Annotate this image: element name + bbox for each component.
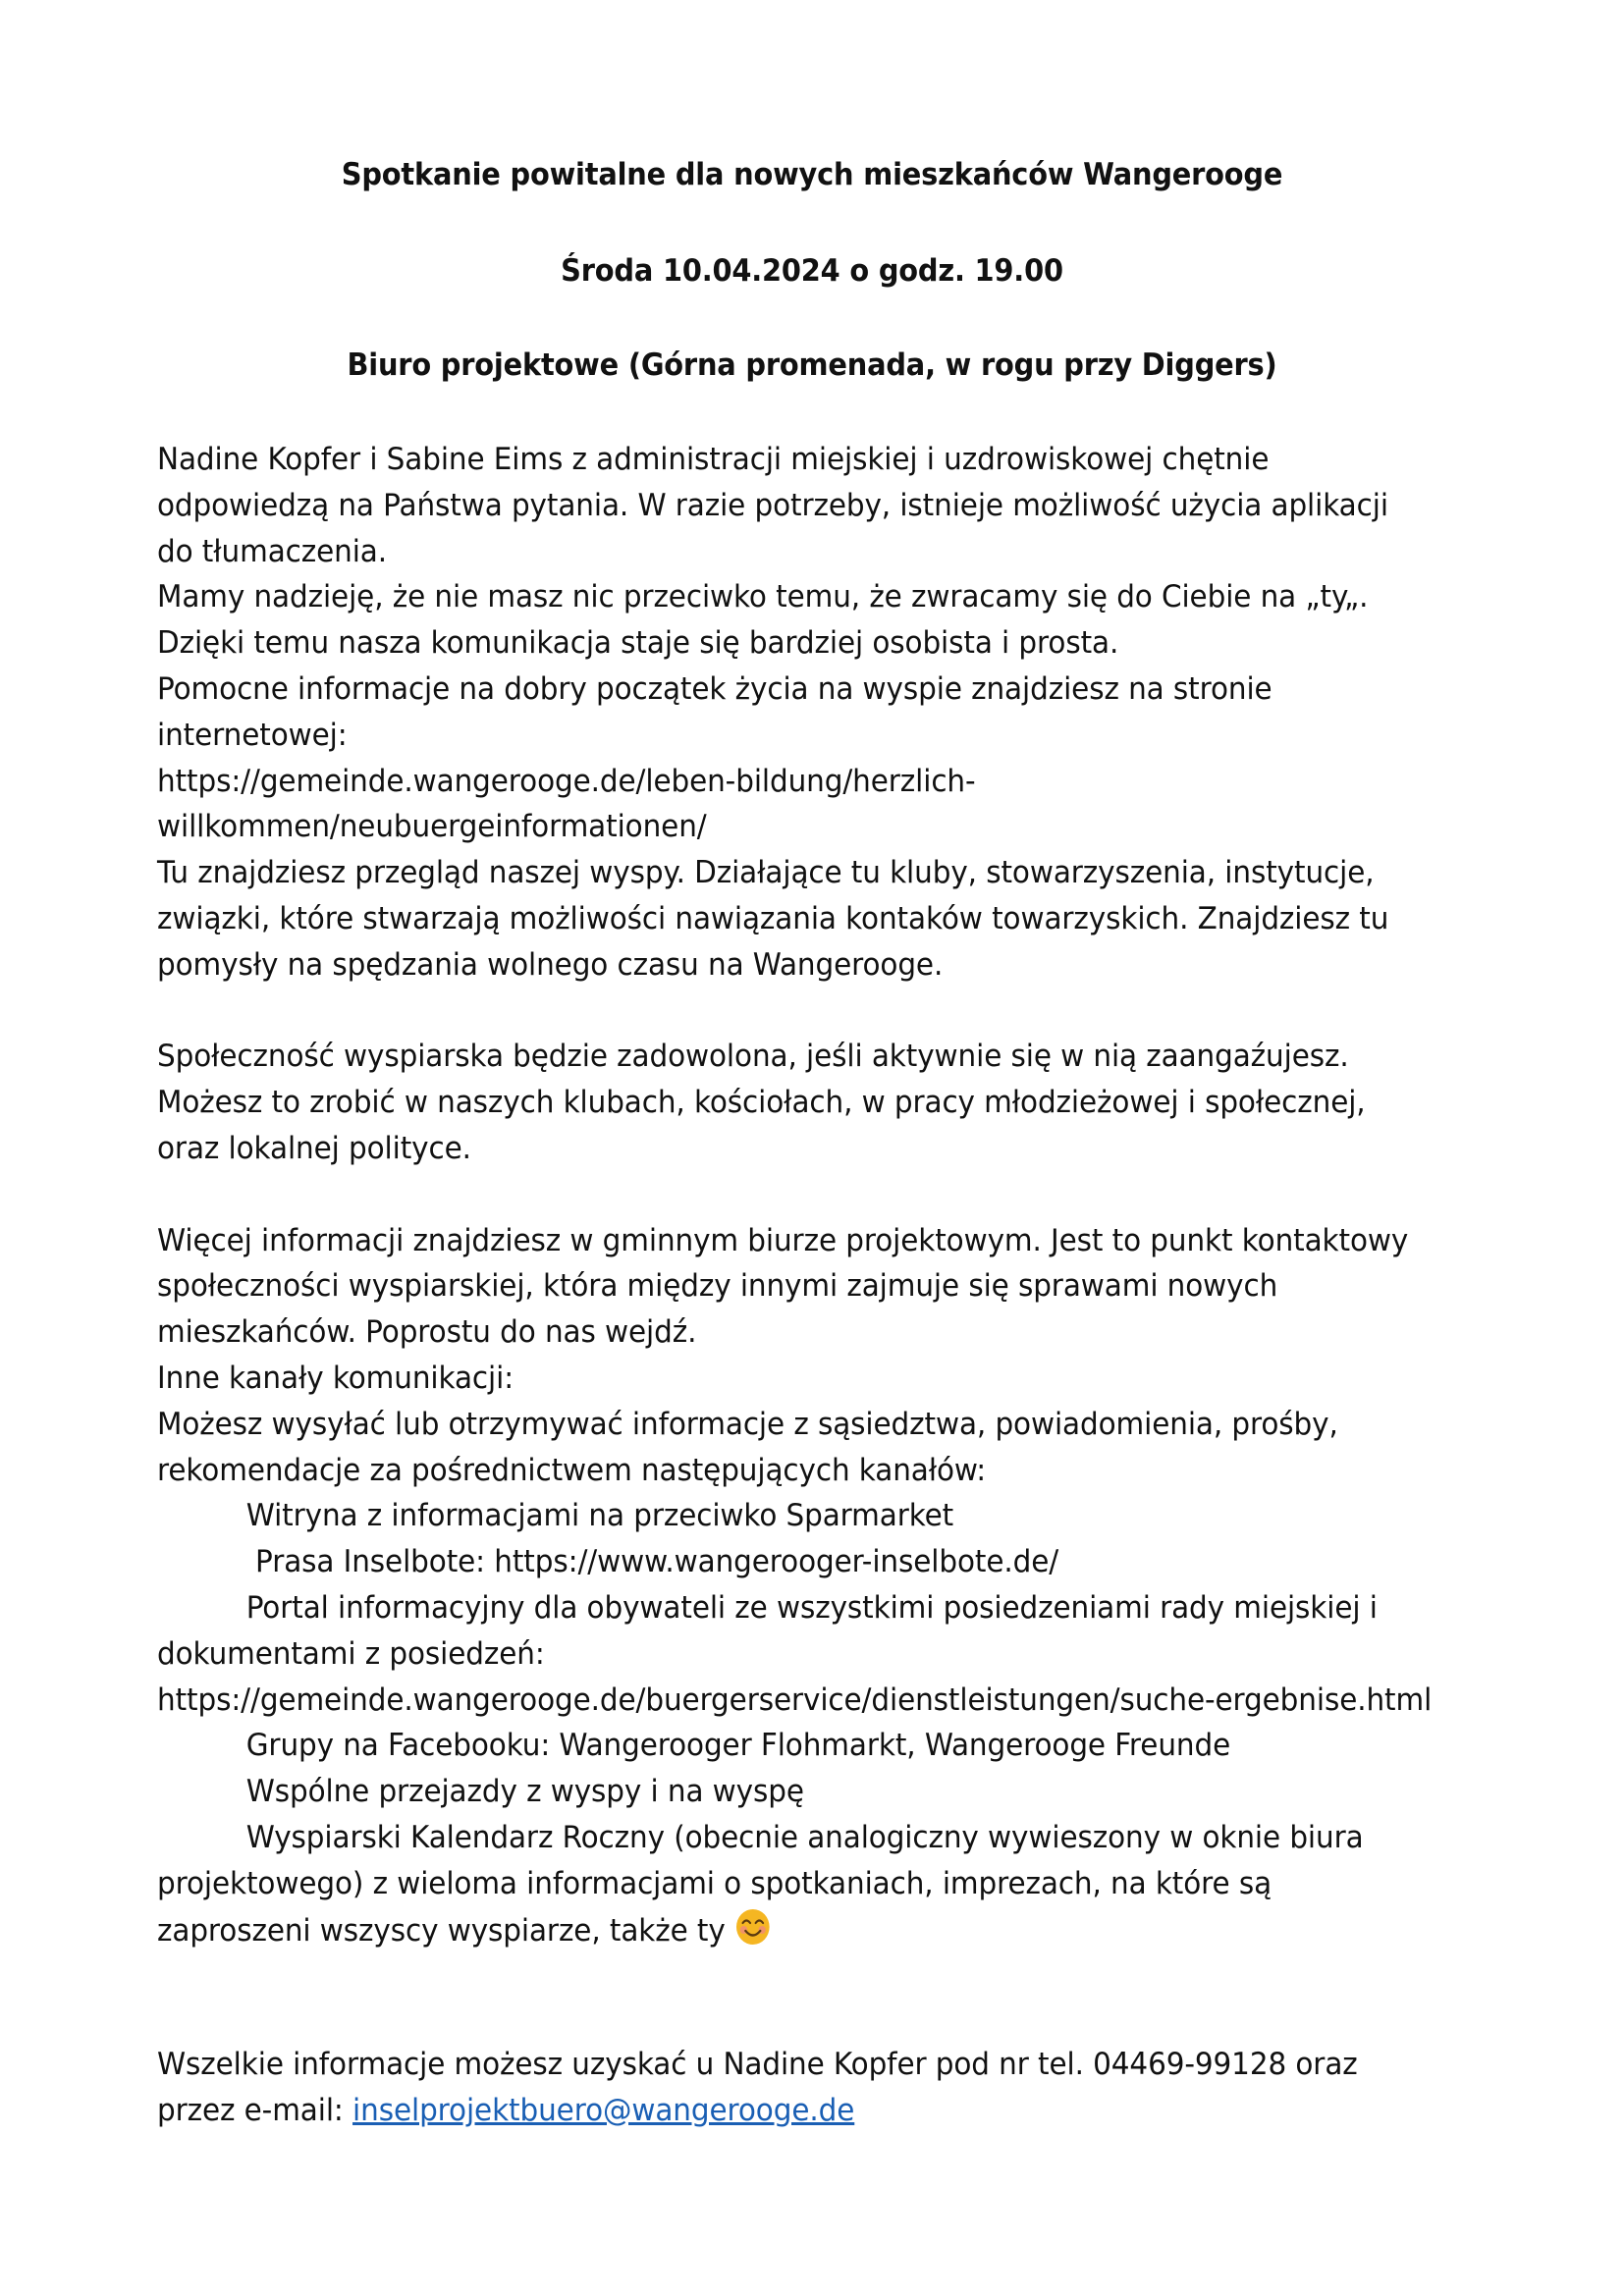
contact-email-line [157,2088,1461,2134]
smiling-face-icon [734,1907,771,1947]
text-line: internetowej: [157,717,348,753]
text-line: Nadine Kopfer i Sabine Eims z administracji miejskiej i uzdrowiskowej chętnie [157,442,1270,477]
calendar-last-text: zaproszeni wszyscy wyspiarze, także ty [157,1912,726,1949]
text-line: Możesz to zrobić w naszych klubach, kościołach, w pracy młodzieżowej i społecznej, [157,1085,1366,1121]
contact-line: Wszelkie informacje możesz uzyskać u Nadine Kopfer pod nr tel. 04469-99128 oraz [157,2047,1358,2083]
text-line: Mamy nadzieję, że nie masz nic przeciwko temu, że zwracamy się do Ciebie na „ty„. [157,579,1369,615]
welcome-info-url-line-2: willkommen/neubuergeinformationen/ [157,809,707,845]
text-line: Więcej informacji znajdziesz w gminnym biurze projektowym. Jest to punkt kontaktowy [157,1222,1409,1258]
document-body [157,437,1461,2134]
channel-calendar-last [157,1907,1461,1954]
channel-portal: Portal informacyjny dla obywateli ze wszystkimi posiedzeniami rady miejskiej i [245,1589,1378,1626]
channels-list [157,1493,1461,1953]
text-line: mieszkańców. Poprostu do nas wejdź. [157,1314,697,1351]
text-line: Możesz wysyłać lub otrzymywać informacje z sąsiedztwa, powiadomienia, prośby, [157,1406,1338,1442]
text-line: rekomendacje za pośrednictwem następujących kanałów: [157,1452,987,1488]
paragraph-spacer [157,1172,1461,1218]
channel-portal-url: https://gemeinde.wangerooge.de/buergerservice/dienstleistungen/suche-ergebnise.html [157,1682,1433,1718]
paragraph-spacer [157,988,1461,1035]
channel-facebook: Grupy na Facebooku: Wangerooger Flohmarkt, Wangerooge Freunde [245,1728,1231,1764]
text-line: Społeczność wyspiarska będzie zadowolona, jeśli aktywnie się w nią zaangaźujesz. [157,1039,1349,1075]
text-line: Pomocne informacje na dobry początek życia na wyspie znajdziesz na stronie [157,670,1272,707]
channel-showcase: Witryna z informacjami na przeciwko Sparmarket [245,1498,954,1534]
text-line: odpowiedzą na Państwa pytania. W razie potrzeby, istnieje możliwość użycia aplikacji [157,487,1388,523]
channel-rides: Wspólne przejazdy z wyspy i na wyspę [245,1774,804,1810]
channel-press: Prasa Inselbote: https://www.wangerooger-inselbote.de/ [255,1544,1059,1580]
text-line: związki, które stwarzają możliwości nawiązania kontaków towarzyskich. Znajdziesz tu [157,900,1389,936]
channel-portal-continued: dokumentami z posiedzeń: [157,1635,545,1672]
text-line: Tu znajdziesz przegląd naszej wyspy. Działające tu kluby, stowarzyszenia, instytucje, [157,855,1375,891]
welcome-info-url-line-1: https://gemeinde.wangerooge.de/leben-bildung/herzlich- [157,763,976,799]
email-link[interactable]: inselprojektbuero@wangerooge.de [352,2093,855,2129]
text-line: społeczności wyspiarskiej, która między innymi zajmuje się sprawami nowych [157,1268,1278,1305]
intro-paragraph [157,437,1461,988]
contact-paragraph [157,2042,1461,2134]
text-line: Inne kanały komunikacji: [157,1360,514,1396]
event-date: Środa 10.04.2024 o godz. 19.00 [561,253,1063,289]
channel-calendar: Wyspiarski Kalendarz Roczny (obecnie analogiczny wywieszony w oknie biura [245,1819,1364,1855]
text-line: oraz lokalnej polityce. [157,1130,471,1166]
community-paragraph [157,1034,1461,1171]
event-location: Biuro projektowe (Górna promenada, w rogu przy Diggers) [347,347,1277,383]
email-prefix: przez e-mail: [157,2093,353,2129]
paragraph-spacer [157,1953,1461,2042]
text-line: pomysły na spędzania wolnego czasu na Wangerooge. [157,946,944,983]
text-line: do tłumaczenia. [157,533,388,569]
more-info-paragraph [157,1218,1461,1494]
channel-calendar-continued: projektowego) z wieloma informacjami o spotkaniach, imprezach, na które są [157,1865,1272,1901]
text-line: Dzięki temu nasza komunikacja staje się bardziej osobista i prosta. [157,625,1119,662]
page-title: Spotkanie powitalne dla nowych mieszkańców Wangerooge [341,157,1283,192]
